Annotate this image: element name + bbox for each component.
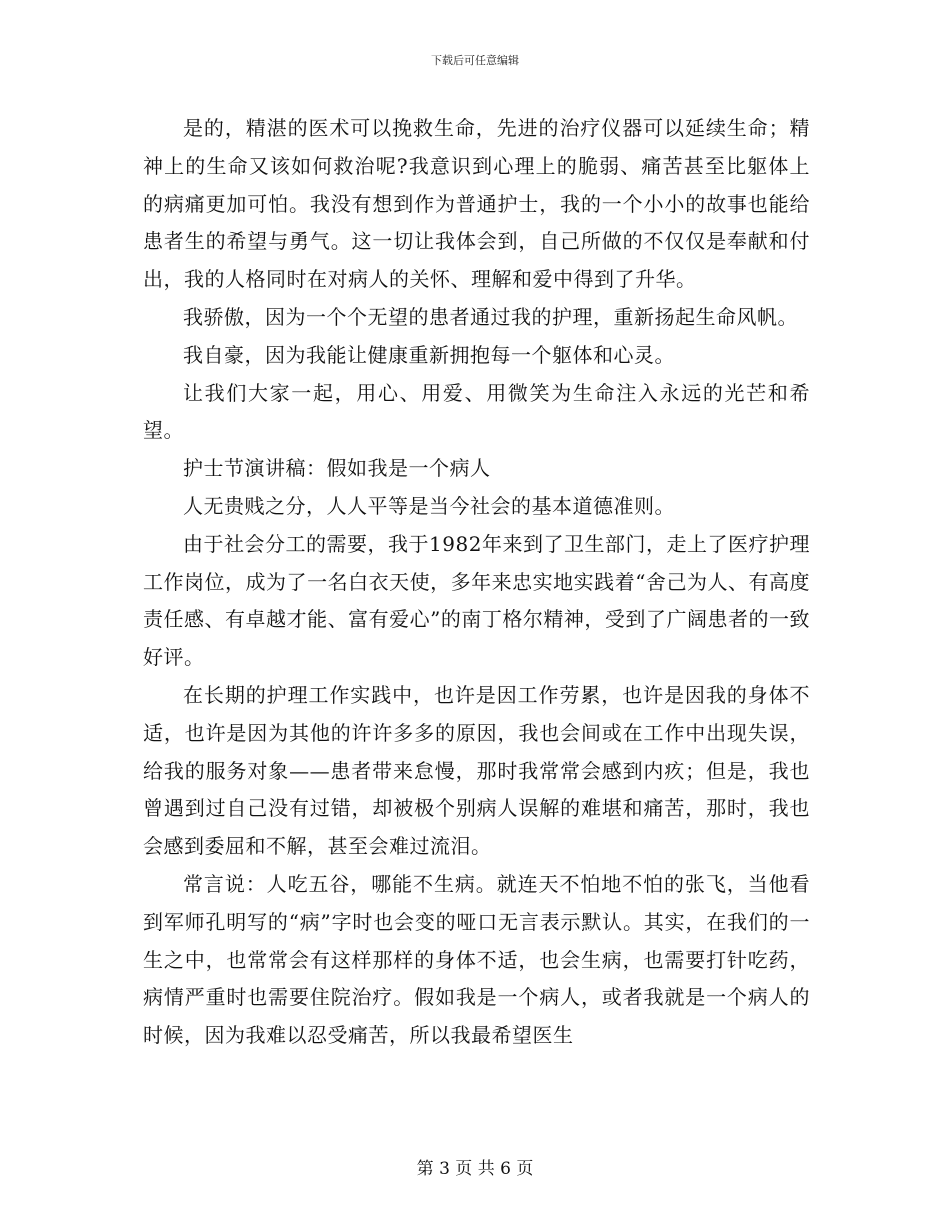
- paragraph: 人无贵贱之分，人人平等是当今社会的基本道德准则。: [183, 493, 675, 518]
- document-body: [143, 110, 810, 1055]
- paragraph: 我自豪，因为我能让健康重新拥抱每一个躯体和心灵。: [183, 342, 675, 367]
- page-number-footer: 第 3 页 共 6 页: [416, 1159, 534, 1179]
- paragraph: 在长期的护理工作实践中，也许是因工作劳累，也许是因我的身体不适，也许是因为其他的许许多多的原因，我也会间或在工作中出现失误，给我的服务对象——患者带来怠慢，那时我常常会感到内疚；但是，我也曾遇到过自己没有过错，却被极个别病人误解的难堪和痛苦，那时，我也会感到委屈和不解，甚至会难过流泪。: [143, 682, 810, 859]
- paragraph: 我骄傲，因为一个个无望的患者通过我的护理，重新扬起生命风帆。: [183, 304, 798, 329]
- paragraph: 让我们大家一起，用心、用爱、用微笑为生命注入永远的光芒和希望。: [143, 380, 810, 443]
- paragraph: 是的，精湛的医术可以挽救生命，先进的治疗仪器可以延续生命；精神上的生命又该如何救治呢?我意识到心理上的脆弱、痛苦甚至比躯体上的病痛更加可怕。我没有想到作为普通护士，我的一个小小的故事也能给患者生的希望与勇气。这一切让我体会到，自己所做的不仅仅是奉献和付出，我的人格同时在对病人的关怀、理解和爱中得到了升华。: [143, 116, 810, 292]
- page-header: 下载后可任意编辑: [431, 54, 519, 67]
- section-title: 护士节演讲稿：假如我是一个病人: [183, 456, 491, 481]
- paragraph: 由于社会分工的需要，我于1982年来到了卫生部门，走上了医疗护理工作岗位，成为了一名白衣天使，多年来忠实地实践着“舍己为人、有高度责任感、有卓越才能、富有爱心”的南丁格尔精神，受到了广阔患者的一致好评。: [143, 531, 810, 670]
- paragraph: 常言说：人吃五谷，哪能不生病。就连天不怕地不怕的张飞，当他看到军师孔明写的“病”字时也会变的哑口无言表示默认。其实，在我们的一生之中，也常常会有这样那样的身体不适，也会生病，也需要打针吃药，病情严重时也需要住院治疗。假如我是一个病人，或者我就是一个病人的时候，因为我难以忍受痛苦，所以我最希望医生: [143, 871, 810, 1048]
